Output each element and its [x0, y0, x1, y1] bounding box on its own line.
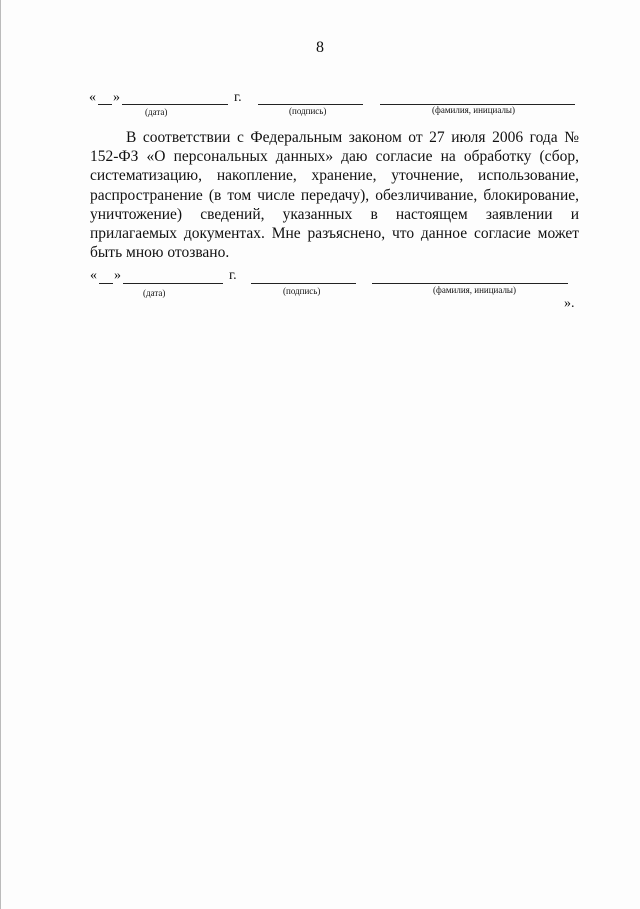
- page-number: 8: [316, 39, 324, 56]
- name-blank-line: [372, 283, 568, 284]
- signature-caption: (подпись): [289, 106, 327, 116]
- date-blank-line: [123, 283, 223, 284]
- year-suffix: г.: [229, 268, 237, 283]
- name-caption: (фамилия, инициалы): [432, 105, 515, 115]
- signature-blank-line: [258, 104, 363, 105]
- day-close-quote: »: [114, 268, 121, 283]
- date-caption: (дата): [145, 107, 168, 117]
- signature-row-1: [0, 90, 640, 130]
- day-open-quote: «: [90, 268, 97, 283]
- day-blank-line: [99, 283, 113, 284]
- year-suffix: г.: [234, 90, 242, 105]
- closing-quote: ».: [564, 296, 575, 311]
- signature-row-2: [0, 268, 640, 308]
- day-close-quote: »: [113, 90, 120, 105]
- day-blank-line: [98, 104, 112, 105]
- consent-paragraph: В соответствии с Федеральным законом от 27 июля 2006 года № 152-ФЗ «О персональных данных» даю согласие на обработку (сбор, систематизацию, накопление, хранение, уточнение, использование, распространение (в том числе передачу), обезличивание, блокирование, уничтожение) сведений, указанных в настоящем заявлении и прилагаемых документах. Мне разъяснено, что данное согласие может быть мною отозвано.: [90, 129, 579, 262]
- date-caption: (дата): [143, 288, 166, 298]
- scan-edge: [0, 0, 1, 909]
- name-caption: (фамилия, инициалы): [433, 285, 516, 295]
- signature-caption: (подпись): [283, 286, 321, 296]
- signature-blank-line: [251, 283, 356, 284]
- date-blank-line: [122, 104, 228, 105]
- day-open-quote: «: [89, 90, 96, 105]
